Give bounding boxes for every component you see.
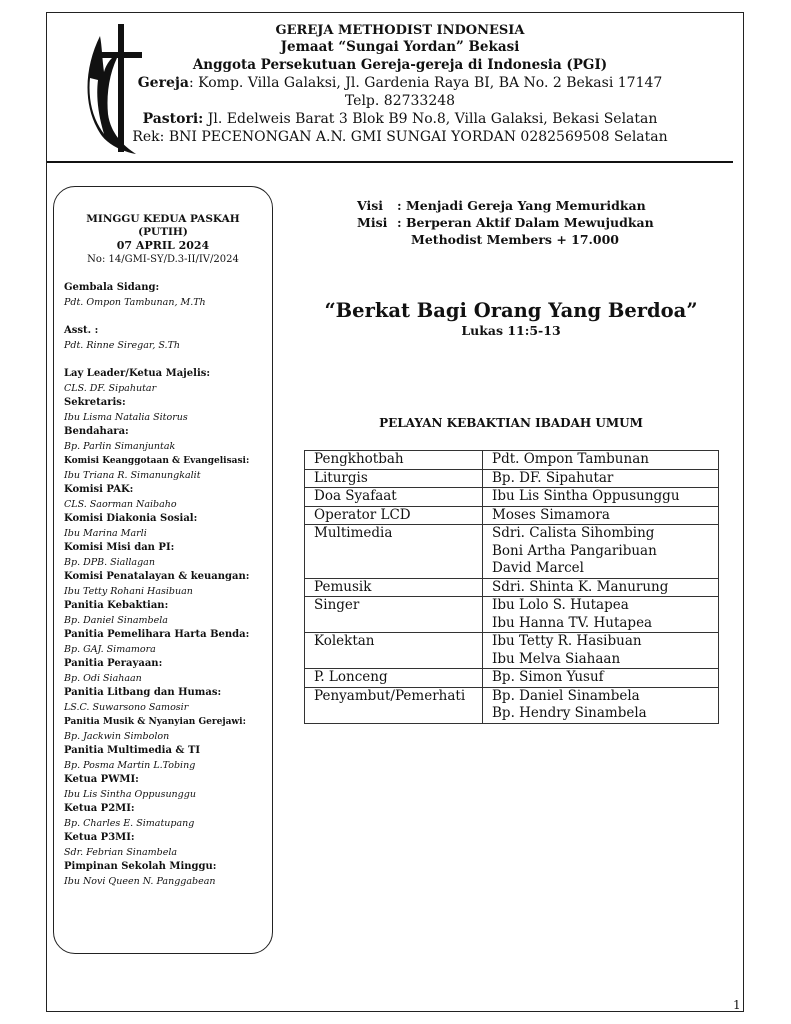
officer-name: Bp. Charles E. Simatupang — [64, 818, 195, 829]
bulletin-number: No: 14/GMI-SY/D.3-II/IV/2024 — [87, 254, 239, 265]
officer-role: Panitia Pemelihara Harta Benda: — [64, 629, 250, 640]
service-names — [483, 451, 719, 470]
service-role: Operator LCD — [305, 506, 483, 525]
membership-line: Anggota Persekutuan Gereja-gereja di Indonesia (PGI) — [192, 57, 608, 73]
table-row — [305, 687, 719, 723]
service-person: Sdri. Shinta K. Manurung — [492, 578, 669, 595]
church-name: GEREJA METHODIST INDONESIA — [275, 23, 525, 38]
misi-text: : Berperan Aktif Dalam Mewujudkan — [397, 215, 654, 230]
service-role: Singer — [305, 597, 483, 633]
visi-label: Visi — [357, 198, 384, 213]
officer-role: Ketua P3MI: — [64, 832, 135, 843]
officer-name: Bp. Posma Martin L.Tobing — [64, 760, 196, 771]
table-row — [305, 597, 719, 633]
service-date: 07 APRIL 2024 — [116, 239, 210, 252]
officer-name: CLS. DF. Sipahutar — [64, 383, 157, 394]
officer-role: Lay Leader/Ketua Majelis: — [64, 368, 211, 379]
officer-role: Panitia Litbang dan Humas: — [64, 687, 222, 698]
officer-role: Asst. : — [64, 325, 99, 336]
service-person: Ibu Melva Siahaan — [492, 650, 621, 667]
sermon-title: “Berkat Bagi Orang Yang Berdoa” — [324, 299, 698, 322]
table-row — [305, 451, 719, 470]
officer-role: Komisi Keanggotaan & Evangelisasi: — [64, 456, 250, 466]
officers-sidebar — [53, 186, 273, 954]
officer-name: LS.C. Suwarsono Samosir — [64, 702, 189, 713]
officer-name: Ibu Triana R. Simanungkalit — [64, 470, 201, 481]
service-role: Pemusik — [305, 578, 483, 597]
officer-role: Panitia Multimedia & TI — [64, 745, 201, 756]
officer-role: Panitia Perayaan: — [64, 658, 163, 669]
officer-role: Panitia Musik & Nyanyian Gerejawi: — [64, 717, 246, 727]
vision-mission — [357, 197, 654, 248]
officer-name: Ibu Lis Sintha Oppusunggu — [64, 789, 196, 800]
officer-name: Bp. Daniel Sinambela — [64, 615, 168, 626]
officer-name: Ibu Novi Queen N. Panggabean — [64, 876, 216, 887]
service-person: Ibu Lis Sintha Oppusunggu — [492, 488, 680, 504]
service-names — [483, 578, 719, 597]
officer-role: Komisi PAK: — [64, 484, 134, 495]
service-role: Kolektan — [305, 633, 483, 669]
officer-spacer — [64, 310, 269, 324]
officer-role: Gembala Sidang: — [64, 282, 160, 293]
service-person: Boni Artha Pangaribuan — [492, 542, 657, 559]
service-person: Moses Simamora — [492, 506, 610, 523]
church-address: Gereja: Komp. Villa Galaksi, Jl. Gardenia Raya BI, BA No. 2 Bekasi 17147 — [137, 75, 663, 91]
officer-role: Komisi Misi dan PI: — [64, 542, 175, 553]
service-role: Penyambut/Pemerhati — [305, 687, 483, 723]
misi-label: Misi — [357, 215, 388, 230]
service-roles-table — [304, 450, 719, 724]
sidebar-heading — [54, 213, 272, 266]
officer-spacer — [64, 353, 269, 367]
service-person: Ibu Lolo S. Hutapea — [492, 597, 629, 613]
header-divider — [47, 161, 733, 163]
table-row — [305, 469, 719, 488]
church-header — [130, 23, 670, 146]
officer-role: Komisi Diakonia Sosial: — [64, 513, 198, 524]
service-names — [483, 469, 719, 488]
service-table-title: PELAYAN KEBAKTIAN IBADAH UMUM — [379, 416, 643, 430]
service-role: Pengkhotbah — [305, 451, 483, 470]
table-row — [305, 633, 719, 669]
table-row — [305, 578, 719, 597]
officer-role: Pimpinan Sekolah Minggu: — [64, 861, 217, 872]
bank-account: Rek: BNI PECENONGAN A.N. GMI SUNGAI YORDAN 0282569508 Selatan — [132, 129, 668, 145]
service-names — [483, 488, 719, 507]
table-row — [305, 488, 719, 507]
service-person: Bp. Hendry Sinambela — [492, 705, 647, 721]
officers-list — [64, 281, 269, 889]
occasion-title: MINGGU KEDUA PASKAH — [86, 213, 240, 225]
service-names — [483, 597, 719, 633]
officer-name: Pdt. Rinne Siregar, S.Th — [64, 340, 181, 351]
officer-role: Ketua P2MI: — [64, 803, 135, 814]
service-names — [483, 669, 719, 688]
service-person: Bp. Daniel Sinambela — [492, 687, 640, 704]
officer-name: Bp. GAJ. Simamora — [64, 644, 156, 655]
table-row — [305, 506, 719, 525]
page-number: 1 — [733, 998, 741, 1012]
officer-name: Bp. DPB. Siallagan — [64, 557, 155, 568]
table-row — [305, 669, 719, 688]
officer-name: Bp. Jackwin Simbolon — [64, 731, 170, 742]
congregation-name: Jemaat “Sungai Yordan” Bekasi — [280, 39, 520, 55]
officer-name: Ibu Tetty Rohani Hasibuan — [64, 586, 193, 597]
misi-text-continued: Methodist Members + 17.000 — [411, 232, 619, 247]
officer-name: Ibu Lisma Natalia Sitorus — [64, 412, 188, 423]
service-role: Multimedia — [305, 525, 483, 579]
officer-role: Bendahara: — [64, 426, 129, 437]
table-row — [305, 525, 719, 579]
service-person: Ibu Tetty R. Hasibuan — [492, 633, 642, 649]
service-role: P. Lonceng — [305, 669, 483, 688]
visi-text: : Menjadi Gereja Yang Memuridkan — [397, 198, 646, 213]
officer-name: Ibu Marina Marli — [64, 528, 147, 539]
officer-role: Panitia Kebaktian: — [64, 600, 169, 611]
service-person: Bp. DF. Sipahutar — [492, 469, 614, 486]
service-names — [483, 525, 719, 579]
liturgical-color: (PUTIH) — [138, 226, 188, 238]
officer-role: Komisi Penatalayan & keuangan: — [64, 571, 250, 582]
church-phone: Telp. 82733248 — [344, 93, 456, 109]
service-role: Liturgis — [305, 469, 483, 488]
officer-name: Sdr. Febrian Sinambela — [64, 847, 178, 858]
service-role: Doa Syafaat — [305, 488, 483, 507]
service-person: Ibu Hanna TV. Hutapea — [492, 614, 653, 631]
officer-name: CLS. Saorman Naibaho — [64, 499, 177, 510]
service-names — [483, 633, 719, 669]
service-names — [483, 687, 719, 723]
officer-role: Ketua PWMI: — [64, 774, 139, 785]
service-person: Pdt. Ompon Tambunan — [492, 451, 649, 467]
service-person: David Marcel — [492, 560, 584, 576]
service-person: Sdri. Calista Sihombing — [492, 525, 655, 541]
scripture-reference: Lukas 11:5-13 — [461, 323, 561, 338]
officer-name: Pdt. Ompon Tambunan, M.Th — [64, 297, 206, 308]
service-names — [483, 506, 719, 525]
officer-name: Bp. Parlin Simanjuntak — [64, 441, 176, 452]
officer-role: Sekretaris: — [64, 397, 126, 408]
service-person: Bp. Simon Yusuf — [492, 669, 604, 685]
pastori-address: Pastori: Jl. Edelweis Barat 3 Blok B9 No.8, Villa Galaksi, Bekasi Selatan — [142, 111, 658, 127]
officer-name: Bp. Odi Siahaan — [64, 673, 142, 684]
sermon-theme — [304, 299, 718, 338]
